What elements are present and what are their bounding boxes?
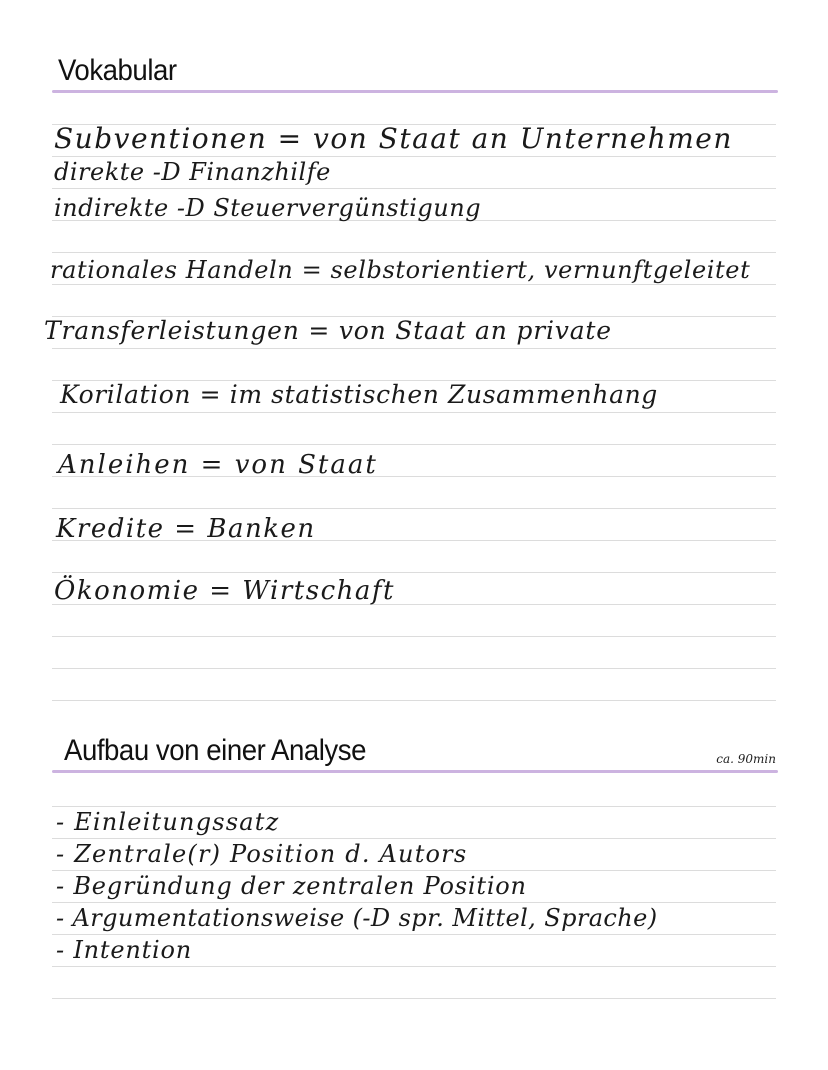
ruled-line (52, 700, 776, 701)
heading-underline (52, 90, 778, 93)
vocab-entry: rationales Handeln = selbstorientiert, vernunftgeleitet (50, 256, 751, 284)
ruled-line (52, 412, 776, 413)
vocab-entry: Kredite = Banken (56, 514, 316, 544)
ruled-line (52, 934, 776, 935)
ruled-line (52, 966, 776, 967)
ruled-line (52, 572, 776, 573)
vocab-entry: Anleihen = von Staat (58, 450, 378, 480)
ruled-line (52, 870, 776, 871)
vocab-entry: indirekte -D Steuervergünstigung (54, 194, 482, 222)
time-note: ca. 90min (716, 752, 776, 766)
heading-underline (52, 770, 778, 773)
ruled-line (52, 284, 776, 285)
ruled-line (52, 156, 776, 157)
vocab-entry: Transferleistungen = von Staat an private (44, 316, 612, 345)
list-item: - Argumentationsweise (-D spr. Mittel, Sprache) (56, 904, 658, 932)
list-item: - Zentrale(r) Position d. Autors (56, 840, 468, 868)
ruled-line (52, 668, 776, 669)
ruled-line (52, 252, 776, 253)
list-item: - Begründung der zentralen Position (56, 872, 527, 900)
ruled-line (52, 902, 776, 903)
list-item: - Intention (56, 936, 193, 964)
heading-vokabular: Vokabular (58, 54, 177, 87)
vocab-entry: Subventionen = von Staat an Unternehmen (54, 122, 733, 155)
ruled-line (52, 998, 776, 999)
ruled-line (52, 188, 776, 189)
vocab-entry: direkte -D Finanzhilfe (54, 158, 331, 186)
vocab-entry: Ökonomie = Wirtschaft (54, 576, 395, 606)
ruled-line (52, 348, 776, 349)
ruled-line (52, 508, 776, 509)
ruled-line (52, 838, 776, 839)
ruled-line (52, 444, 776, 445)
ruled-line (52, 806, 776, 807)
vocab-entry: Korilation = im statistischen Zusammenhang (60, 380, 658, 409)
heading-analyse: Aufbau von einer Analyse (64, 734, 366, 767)
ruled-line (52, 636, 776, 637)
list-item: - Einleitungssatz (56, 808, 280, 836)
